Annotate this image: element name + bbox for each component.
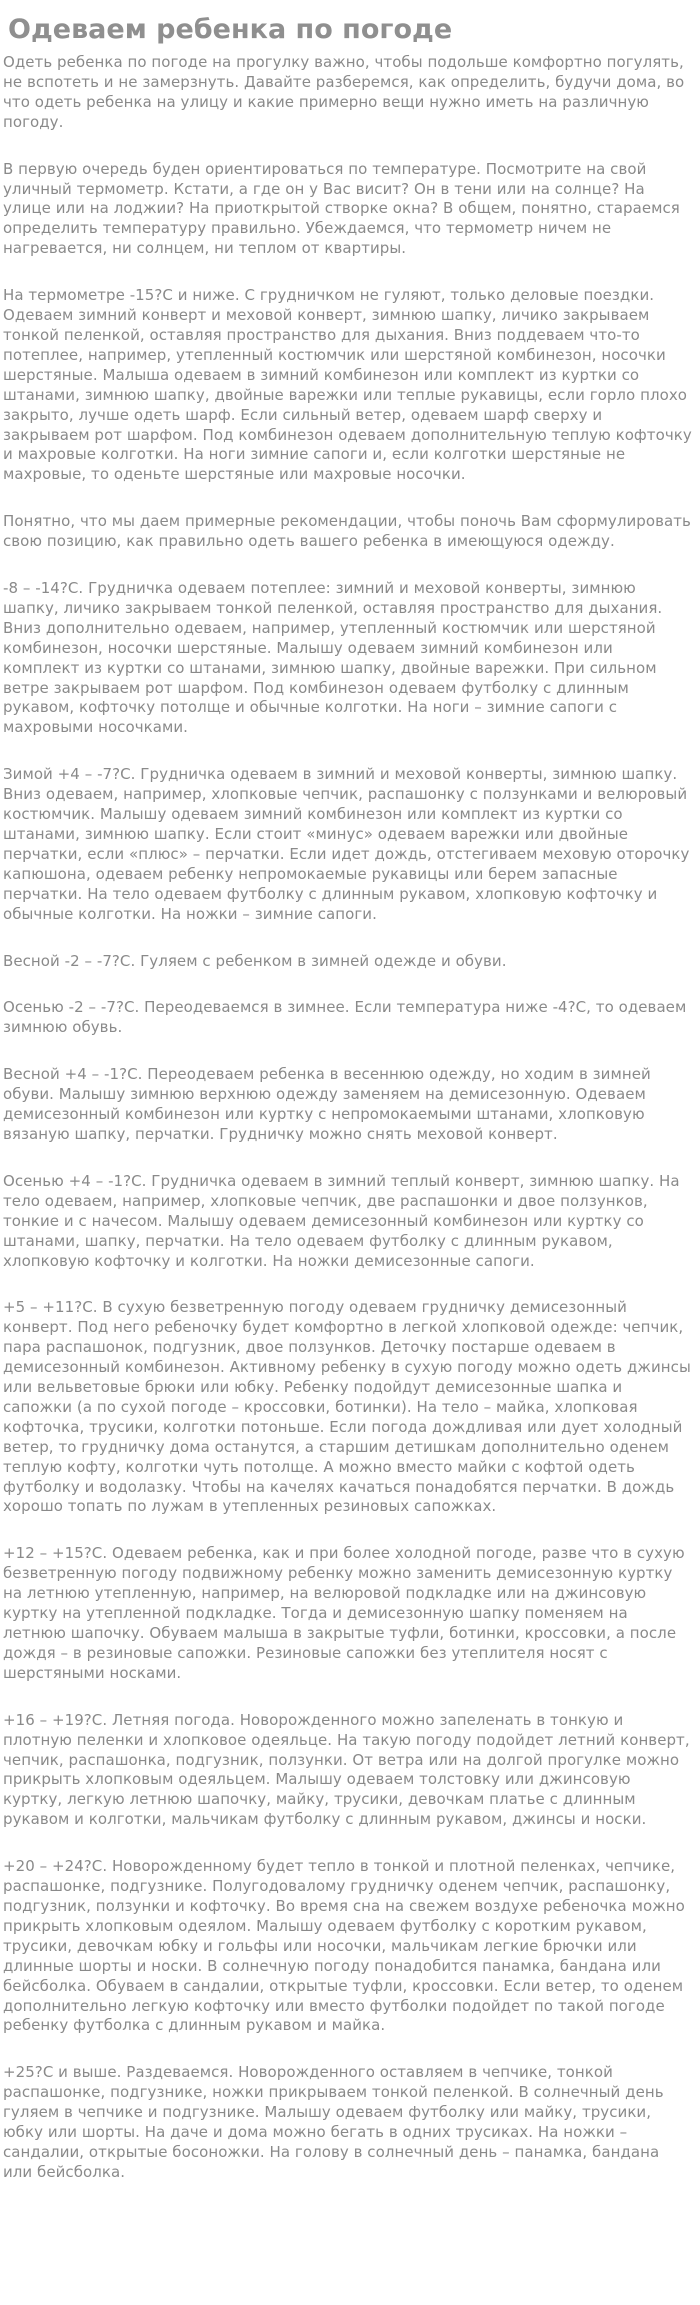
paragraph-minus-15: На термометре -15?С и ниже. С грудничком не гуляют, только деловые поездки. Одеваем зимний конверт и меховой конверт, зимнюю шапку, личико закрываем тонкой пеленкой, оставляя пространство для дыхания. Вниз поддеваем что-то потеплее, например, утепленный костюмчик или шерстяной комбинезон, носочки шерстяные. Малыша одеваем в зимний комбинезон или комплект из куртки со штанами, зимнюю шапку, двойные варежки или теплые рукавицы, если горло плохо закрыто, лучше одеть шарф. Если сильный ветер, одеваем шарф сверху и закрываем рот шарфом. Под комбинезон одеваем дополнительную теплую кофточку и махровые колготки. На ноги зимние сапоги и, если колготки шерстяные не махровые, то оденьте шерстяные или махровые носочки. — [3, 286, 692, 484]
paragraph-plus25: +25?С и выше. Раздеваемся. Новорожденного оставляем в чепчике, тонкой распашонке, подгузнике, ножки прикрываем тонкой пеленкой. В солнечный день гуляем в чепчике и подгузнике. Малышу одеваем футболку или майку, трусики, юбку или шорты. На даче и дома можно бегать в одних трусиках. На ножки – сандалии, открытые босоножки. На голову в солнечный день – панамка, бандана или бейсболка. — [3, 2063, 664, 2181]
paragraph-recommendations-note: Понятно, что мы даем примерные рекомендации, чтобы поночь Вам сформулировать свою позицию, как правильно одеть вашего ребенка в имеющуюся одежду. — [3, 512, 691, 551]
paragraph-intro: Одеть ребенка по погоде на прогулку важно, чтобы подольше комфортно погулять, не вспотеть и не замерзнуть. Давайте разберемся, как определить, будучи дома, во что одеть ребенка на улицу и какие примерно вещи нужно иметь на различную погоду. — [3, 53, 685, 131]
paragraph-plus5-11: +5 – +11?С. В сухую безветренную погоду одеваем грудничку демисезонный конверт. Под него ребеночку будет комфортно в легкой хлопковой одежде: чепчик, пара распашонок, подгузник, двое ползунков. Деточку постарше одеваем в демисезонный комбинезон. Активному ребенку в сухую погоду можно одеть джинсы или вельветовые брюки или юбку. Ребенку подойдут демисезонные шапка и сапожки (а по сухой погоде – кроссовки, ботинки). На тело – майка, хлопковая кофточка, трусики, колготки потоньше. Если погода дождливая или дует холодный ветер, то грудничку дома останутся, а старшим детишкам дополнительно оденем теплую кофту, колготки чуть потолще. А можно вместо майки с кофтой одеть футболку и водолазку. Чтобы на качелях качаться понадобятся перчатки. В дождь хорошо топать по лужам в утепленных резиновых сапожках. — [3, 1298, 691, 1516]
paragraph-thermometer: В первую очередь буден ориентироваться по температуре. Посмотрите на свой уличный термометр. Кстати, а где он у Вас висит? Он в тени или на солнце? На улице или на лоджии? На приоткрытой створке окна? В общем, понятно, стараемся определить температуру правильно. Убеждаемся, что термометр ничем не нагревается, ни солнцем, ни теплом от квартиры. — [3, 159, 680, 258]
paragraph-plus16-19: +16 – +19?С. Летняя погода. Новорожденного можно запеленать в тонкую и плотную пеленки и хлопковое одеяльце. На такую погоду подойдет летний конверт, чепчик, распашонка, подгузник, ползунки. От ветра или на долгой прогулке можно прикрыть хлопковым одеяльцем. Малышу одеваем толстовку или джинсовую куртку, легкую летнюю шапочку, майку, трусики, девочкам платье с длинным рукавом и колготки, мальчикам футболку с длинным рукавом, джинсы и носки. — [3, 1710, 690, 1829]
paragraph-minus-8-14: -8 – -14?С. Грудничка одеваем потеплее: зимний и меховой конверты, зимнюю шапку, личико закрываем тонкой пеленкой, оставляя пространство для дыхания. Вниз дополнительно одеваем, например, утепленный костюмчик или шерстяной комбинезон, носочки шерстяные. Малышу одеваем зимний комбинезон или комплект из куртки со штанами, зимнюю шапку, двойные варежки. При сильном ветре закрываем рот шарфом. Под комбинезон одеваем футболку с длинным рукавом, кофточку потолще и обычные колготки. На ноги – зимние сапоги с махровыми носочками. — [3, 579, 663, 737]
article-body — [3, 53, 692, 2183]
paragraph-winter-plus4-minus7: Зимой +4 – -7?С. Грудничка одеваем в зимний и меховой конверты, зимнюю шапку. Вниз одеваем, например, хлопковые чепчик, распашонку с ползунками и велюровый костюмчик. Малышу одеваем зимний комбинезон или комплект из куртки со штанами, зимнюю шапку. Если стоит «минус» одеваем варежки или двойные перчатки, если «плюс» – перчатки. Если идет дождь, отстегиваем меховую оторочку капюшона, одеваем ребенку непромокаемые рукавицы или берем запасные перчатки. На тело одеваем футболку с длинным рукавом, хлопковую кофточку и обычные колготки. На ножки – зимние сапоги. — [3, 765, 690, 923]
paragraph-autumn-plus4-minus1: Осенью +4 – -1?С. Грудничка одеваем в зимний теплый конверт, зимнюю шапку. На тело одеваем, например, хлопковые чепчик, две распашонки и двое ползунков, тонкие и с начесом. Малышу одеваем демисезонный комбинезон или куртку со штанами, шапку, перчатки. На тело одеваем футболку с длинным рукавом, хлопковую кофточку и колготки. На ножки демисезонные сапоги. — [3, 1171, 680, 1270]
paragraph-autumn-minus2-minus7: Осенью -2 – -7?С. Переодеваемся в зимнее. Если температура ниже -4?С, то одеваем зимнюю обувь. — [3, 998, 687, 1037]
paragraph-plus20-24: +20 – +24?С. Новорожденному будет тепло в тонкой и плотной пеленках, чепчике, распашонке, подгузнике. Полугодовалому грудничку оденем чепчик, распашонку, подгузник, ползунки и кофточку. Во время сна на свежем воздухе ребеночка можно прикрыть хлопковым одеялом. Малышу одеваем футболку с коротким рукавом, трусики, девочкам юбку и гольфы или носочки, мальчикам легкие брючки или длинные шорты и носки. В солнечную погоду понадобится панамка, бандана или бейсболка. Обуваем в сандалии, открытые туфли, кроссовки. Если ветер, то оденем дополнительно легкую кофточку или вместо футболки подойдет по такой погоде ребенку футболка с длинным рукавом и майка. — [3, 1857, 685, 2035]
paragraph-spring-minus2-minus7: Весной -2 – -7?С. Гуляем с ребенком в зимней одежде и обуви. — [3, 951, 507, 970]
article-title: Одеваем ребенка по погоде — [8, 14, 453, 45]
paragraph-spring-plus4-minus1: Весной +4 – -1?С. Переодеваем ребенка в весеннюю одежду, но ходим в зимней обуви. Малышу зимнюю верхнюю одежду заменяем на демисезонную. Одеваем демисезонный комбинезон или куртку с непромокаемыми штанами, хлопковую вязаную шапку, перчатки. Грудничку можно снять меховой конверт. — [3, 1065, 651, 1143]
paragraph-plus12-15: +12 – +15?С. Одеваем ребенка, как и при более холодной погоде, разве что в сухую безветренную погоду подвижному ребенку можно заменить демисезонную куртку на летнюю утепленную, например, на велюровой подкладке или на джинсовую куртку на утепленной подкладке. Тогда и демисезонную шапку поменяем на летнюю шапочку. Обуваем малыша в закрытые туфли, ботинки, кроссовки, а после дождя – в резиновые сапожки. Резиновые сапожки без утеплителя носят с шерстяными носками. — [3, 1544, 685, 1682]
